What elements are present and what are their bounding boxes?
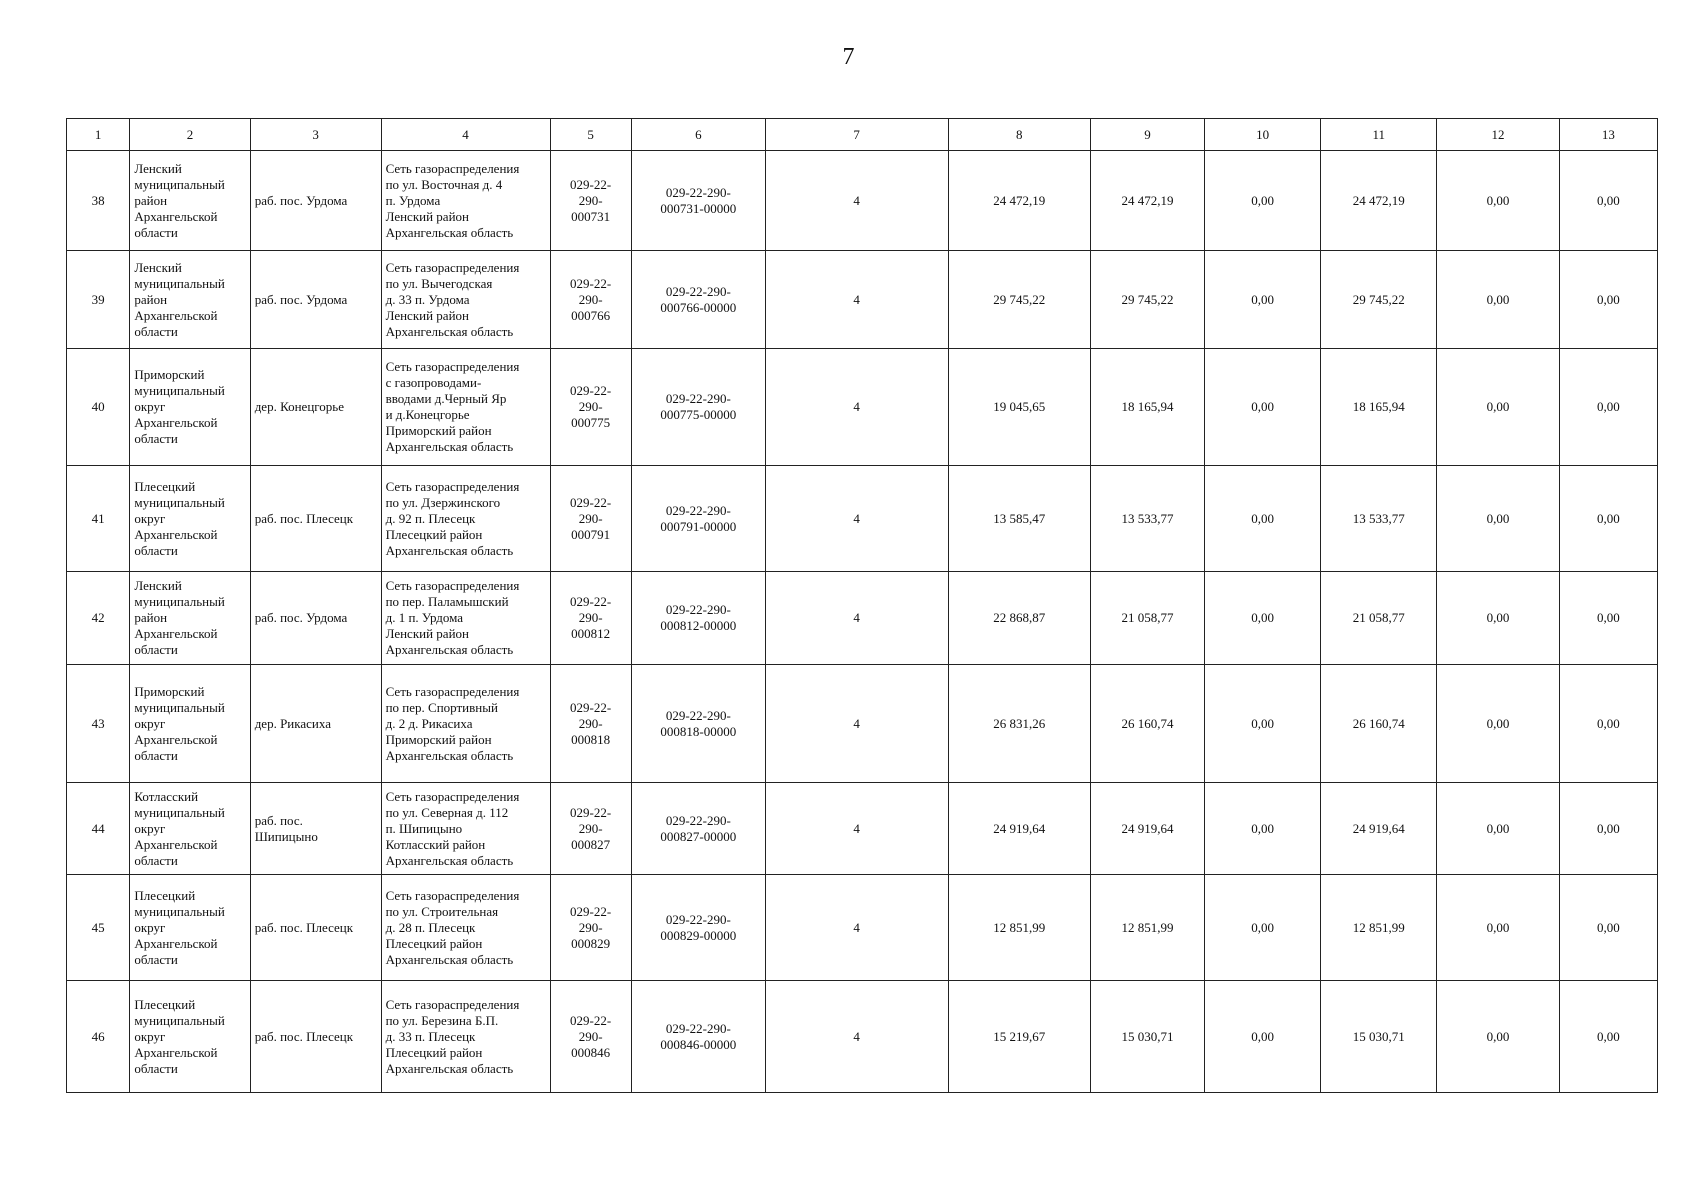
- column-11-cell: 18 165,94: [1321, 349, 1437, 466]
- column-header: 13: [1559, 119, 1657, 151]
- column-8-cell: 12 851,99: [948, 875, 1091, 981]
- column-10-cell: 0,00: [1205, 466, 1321, 572]
- full-code-cell: 029-22-290- 000846-00000: [631, 981, 765, 1093]
- district-cell: Плесецкий муниципальный округ Архангельской области: [130, 875, 250, 981]
- column-9-cell: 26 160,74: [1091, 665, 1205, 783]
- column-9-cell: 24 919,64: [1091, 783, 1205, 875]
- table-row: [67, 251, 1658, 349]
- column-header: 10: [1205, 119, 1321, 151]
- column-7-cell: 4: [765, 665, 948, 783]
- column-header: 2: [130, 119, 250, 151]
- column-12-cell: 0,00: [1437, 783, 1559, 875]
- row-number-cell: 40: [67, 349, 130, 466]
- table-body: [67, 151, 1658, 1093]
- column-9-cell: 21 058,77: [1091, 572, 1205, 665]
- object-code-cell: 029-22- 290- 000829: [550, 875, 631, 981]
- column-13-cell: 0,00: [1559, 251, 1657, 349]
- column-10-cell: 0,00: [1205, 783, 1321, 875]
- column-7-cell: 4: [765, 783, 948, 875]
- column-12-cell: 0,00: [1437, 572, 1559, 665]
- column-10-cell: 0,00: [1205, 572, 1321, 665]
- column-header: 5: [550, 119, 631, 151]
- object-code-cell: 029-22- 290- 000812: [550, 572, 631, 665]
- table-row: [67, 572, 1658, 665]
- object-code-cell: 029-22- 290- 000827: [550, 783, 631, 875]
- column-12-cell: 0,00: [1437, 981, 1559, 1093]
- column-13-cell: 0,00: [1559, 981, 1657, 1093]
- column-header: 6: [631, 119, 765, 151]
- column-11-cell: 15 030,71: [1321, 981, 1437, 1093]
- district-cell: Ленский муниципальный район Архангельской области: [130, 151, 250, 251]
- column-8-cell: 24 472,19: [948, 151, 1091, 251]
- column-10-cell: 0,00: [1205, 665, 1321, 783]
- column-header: 3: [250, 119, 381, 151]
- column-9-cell: 29 745,22: [1091, 251, 1205, 349]
- column-11-cell: 26 160,74: [1321, 665, 1437, 783]
- column-13-cell: 0,00: [1559, 875, 1657, 981]
- column-9-cell: 13 533,77: [1091, 466, 1205, 572]
- table-row: [67, 466, 1658, 572]
- table-row: [67, 665, 1658, 783]
- settlement-cell: раб. пос. Плесецк: [250, 875, 381, 981]
- column-7-cell: 4: [765, 349, 948, 466]
- column-11-cell: 24 472,19: [1321, 151, 1437, 251]
- column-12-cell: 0,00: [1437, 665, 1559, 783]
- district-cell: Ленский муниципальный район Архангельской области: [130, 572, 250, 665]
- column-12-cell: 0,00: [1437, 349, 1559, 466]
- column-10-cell: 0,00: [1205, 875, 1321, 981]
- column-8-cell: 26 831,26: [948, 665, 1091, 783]
- column-7-cell: 4: [765, 251, 948, 349]
- district-cell: Плесецкий муниципальный округ Архангельской области: [130, 981, 250, 1093]
- district-cell: Ленский муниципальный район Архангельской области: [130, 251, 250, 349]
- row-number-cell: 39: [67, 251, 130, 349]
- column-header: 12: [1437, 119, 1559, 151]
- object-code-cell: 029-22- 290- 000846: [550, 981, 631, 1093]
- column-11-cell: 12 851,99: [1321, 875, 1437, 981]
- column-7-cell: 4: [765, 151, 948, 251]
- object-description-cell: Сеть газораспределения по ул. Березина Б.П. д. 33 п. Плесецк Плесецкий район Архангельская область: [381, 981, 550, 1093]
- object-description-cell: Сеть газораспределения по ул. Вычегодская д. 33 п. Урдома Ленский район Архангельская область: [381, 251, 550, 349]
- object-description-cell: Сеть газораспределения по ул. Дзержинского д. 92 п. Плесецк Плесецкий район Архангельская область: [381, 466, 550, 572]
- column-8-cell: 29 745,22: [948, 251, 1091, 349]
- district-cell: Приморский муниципальный округ Архангельской области: [130, 349, 250, 466]
- object-description-cell: Сеть газораспределения по ул. Восточная д. 4 п. Урдома Ленский район Архангельская область: [381, 151, 550, 251]
- column-header: 1: [67, 119, 130, 151]
- column-8-cell: 13 585,47: [948, 466, 1091, 572]
- table-row: [67, 783, 1658, 875]
- column-8-cell: 15 219,67: [948, 981, 1091, 1093]
- column-7-cell: 4: [765, 981, 948, 1093]
- full-code-cell: 029-22-290- 000731-00000: [631, 151, 765, 251]
- full-code-cell: 029-22-290- 000827-00000: [631, 783, 765, 875]
- row-number-cell: 45: [67, 875, 130, 981]
- column-9-cell: 24 472,19: [1091, 151, 1205, 251]
- table-row: [67, 981, 1658, 1093]
- column-13-cell: 0,00: [1559, 572, 1657, 665]
- row-number-cell: 43: [67, 665, 130, 783]
- column-13-cell: 0,00: [1559, 665, 1657, 783]
- settlement-cell: раб. пос. Урдома: [250, 251, 381, 349]
- column-header: 7: [765, 119, 948, 151]
- district-cell: Котласский муниципальный округ Архангельской области: [130, 783, 250, 875]
- settlement-cell: раб. пос. Плесецк: [250, 466, 381, 572]
- column-7-cell: 4: [765, 875, 948, 981]
- column-7-cell: 4: [765, 466, 948, 572]
- full-code-cell: 029-22-290- 000766-00000: [631, 251, 765, 349]
- column-12-cell: 0,00: [1437, 875, 1559, 981]
- full-code-cell: 029-22-290- 000818-00000: [631, 665, 765, 783]
- column-13-cell: 0,00: [1559, 349, 1657, 466]
- column-9-cell: 12 851,99: [1091, 875, 1205, 981]
- column-8-cell: 22 868,87: [948, 572, 1091, 665]
- table-header-row: [67, 119, 1658, 151]
- table-row: [67, 349, 1658, 466]
- row-number-cell: 41: [67, 466, 130, 572]
- column-13-cell: 0,00: [1559, 151, 1657, 251]
- object-description-cell: Сеть газораспределения с газопроводами- вводами д.Черный Яр и д.Конецгорье Приморский район Архангельская область: [381, 349, 550, 466]
- column-11-cell: 29 745,22: [1321, 251, 1437, 349]
- column-11-cell: 13 533,77: [1321, 466, 1437, 572]
- object-code-cell: 029-22- 290- 000731: [550, 151, 631, 251]
- column-10-cell: 0,00: [1205, 349, 1321, 466]
- object-description-cell: Сеть газораспределения по пер. Спортивный д. 2 д. Рикасиха Приморский район Архангельская область: [381, 665, 550, 783]
- settlement-cell: раб. пос. Урдома: [250, 572, 381, 665]
- column-11-cell: 24 919,64: [1321, 783, 1437, 875]
- row-number-cell: 46: [67, 981, 130, 1093]
- settlement-cell: дер. Рикасиха: [250, 665, 381, 783]
- column-11-cell: 21 058,77: [1321, 572, 1437, 665]
- object-code-cell: 029-22- 290- 000766: [550, 251, 631, 349]
- full-code-cell: 029-22-290- 000829-00000: [631, 875, 765, 981]
- column-header: 4: [381, 119, 550, 151]
- table-row: [67, 875, 1658, 981]
- object-description-cell: Сеть газораспределения по ул. Строительная д. 28 п. Плесецк Плесецкий район Архангельская область: [381, 875, 550, 981]
- district-cell: Приморский муниципальный округ Архангельской области: [130, 665, 250, 783]
- column-9-cell: 18 165,94: [1091, 349, 1205, 466]
- row-number-cell: 42: [67, 572, 130, 665]
- full-code-cell: 029-22-290- 000791-00000: [631, 466, 765, 572]
- object-code-cell: 029-22- 290- 000818: [550, 665, 631, 783]
- object-description-cell: Сеть газораспределения по пер. Паламышский д. 1 п. Урдома Ленский район Архангельская область: [381, 572, 550, 665]
- column-header: 9: [1091, 119, 1205, 151]
- full-code-cell: 029-22-290- 000812-00000: [631, 572, 765, 665]
- column-12-cell: 0,00: [1437, 251, 1559, 349]
- column-12-cell: 0,00: [1437, 151, 1559, 251]
- district-cell: Плесецкий муниципальный округ Архангельской области: [130, 466, 250, 572]
- column-8-cell: 19 045,65: [948, 349, 1091, 466]
- column-12-cell: 0,00: [1437, 466, 1559, 572]
- full-code-cell: 029-22-290- 000775-00000: [631, 349, 765, 466]
- column-10-cell: 0,00: [1205, 981, 1321, 1093]
- column-10-cell: 0,00: [1205, 151, 1321, 251]
- page-number: 7: [842, 44, 855, 70]
- data-table: [66, 118, 1658, 1093]
- object-description-cell: Сеть газораспределения по ул. Северная д. 112 п. Шипицыно Котласский район Архангельская область: [381, 783, 550, 875]
- settlement-cell: дер. Конецгорье: [250, 349, 381, 466]
- column-13-cell: 0,00: [1559, 783, 1657, 875]
- settlement-cell: раб. пос. Урдома: [250, 151, 381, 251]
- column-8-cell: 24 919,64: [948, 783, 1091, 875]
- column-header: 8: [948, 119, 1091, 151]
- settlement-cell: раб. пос. Шипицыно: [250, 783, 381, 875]
- table-row: [67, 151, 1658, 251]
- object-code-cell: 029-22- 290- 000775: [550, 349, 631, 466]
- column-header: 11: [1321, 119, 1437, 151]
- column-9-cell: 15 030,71: [1091, 981, 1205, 1093]
- settlement-cell: раб. пос. Плесецк: [250, 981, 381, 1093]
- column-13-cell: 0,00: [1559, 466, 1657, 572]
- column-7-cell: 4: [765, 572, 948, 665]
- row-number-cell: 44: [67, 783, 130, 875]
- column-10-cell: 0,00: [1205, 251, 1321, 349]
- row-number-cell: 38: [67, 151, 130, 251]
- object-code-cell: 029-22- 290- 000791: [550, 466, 631, 572]
